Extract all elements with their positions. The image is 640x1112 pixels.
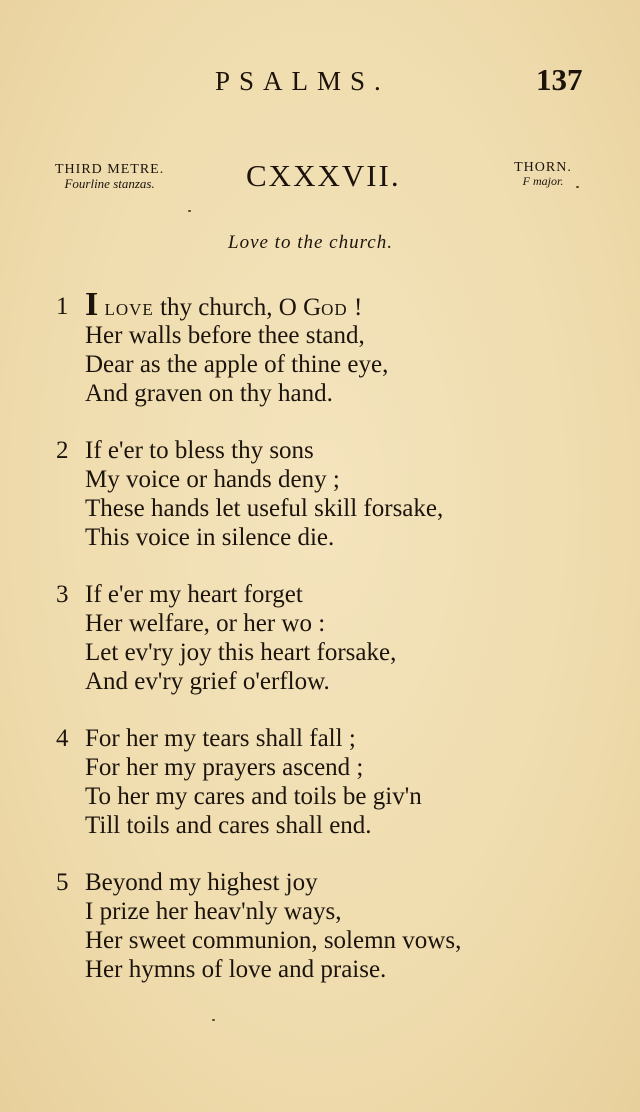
stanza-line: These hands let useful skill forsake, — [85, 495, 444, 522]
stanza-1 — [56, 286, 616, 408]
line-text: Beyond my highest joy — [85, 869, 318, 896]
stanza-line: And graven on thy hand. — [85, 380, 333, 407]
paper-speck — [188, 210, 191, 212]
stanza-form-label: Fourline stanzas. — [64, 176, 155, 191]
stanza-line: My voice or hands deny ; — [85, 466, 340, 493]
stanza-line: Her welfare, or her wo : — [85, 610, 326, 637]
stanza-number: 2 — [56, 437, 69, 464]
stanza-line — [56, 580, 616, 609]
psalm-subtitle: Love to the church. — [228, 232, 393, 253]
stanza-number: 5 — [56, 869, 69, 896]
stanza-line: I prize her heav'nly ways, — [85, 898, 342, 925]
stanza-2 — [56, 436, 616, 552]
stanza-line: Dear as the apple of thine eye, — [85, 351, 389, 378]
drop-cap: I — [85, 286, 99, 323]
god-smallcaps: OD — [321, 300, 348, 319]
small-caps-word: LOVE — [104, 300, 154, 319]
stanza-number: 4 — [56, 725, 69, 752]
stanza-line: Her sweet communion, solemn vows, — [85, 927, 462, 954]
line-text: thy church, O — [160, 294, 297, 321]
page-number: 137 — [536, 62, 583, 97]
paper-speck — [212, 1019, 215, 1021]
stanza-line: This voice in silence die. — [85, 524, 335, 551]
stanza-3 — [56, 580, 616, 696]
stanza-number: 1 — [56, 293, 69, 320]
metre-label: THIRD METRE. — [55, 162, 165, 177]
stanza-line — [56, 868, 616, 897]
god-initial: G — [303, 294, 322, 321]
stanza-line: For her my prayers ascend ; — [85, 754, 364, 781]
stanza-line: To her my cares and toils be giv'n — [85, 783, 422, 810]
psalm-number: CXXXVII. — [246, 158, 401, 193]
stanza-number: 3 — [56, 581, 69, 608]
stanza-line: And ev'ry grief o'erflow. — [85, 668, 330, 695]
tune-info — [503, 160, 583, 189]
stanza-line — [56, 286, 616, 323]
tune-key: F major. — [522, 174, 564, 188]
stanza-4 — [56, 724, 616, 840]
running-title: PSALMS. — [215, 66, 390, 96]
metre-info — [55, 162, 164, 192]
stanza-5 — [56, 868, 616, 984]
tune-name: THORN. — [514, 160, 572, 175]
line-end-punctuation: ! — [353, 294, 363, 321]
stanza-line: Let ev'ry joy this heart forsake, — [85, 639, 397, 666]
line-text: For her my tears shall fall ; — [85, 725, 356, 752]
stanza-line: Till toils and cares shall end. — [85, 812, 372, 839]
stanza-line: Her walls before thee stand, — [85, 322, 365, 349]
line-text: If e'er to bless thy sons — [85, 437, 314, 464]
paper-speck — [576, 186, 579, 188]
stanzas — [56, 286, 616, 1012]
stanza-line: Her hymns of love and praise. — [85, 956, 387, 983]
stanza-line — [56, 724, 616, 753]
line-text: If e'er my heart forget — [85, 581, 303, 608]
stanza-line — [56, 436, 616, 465]
